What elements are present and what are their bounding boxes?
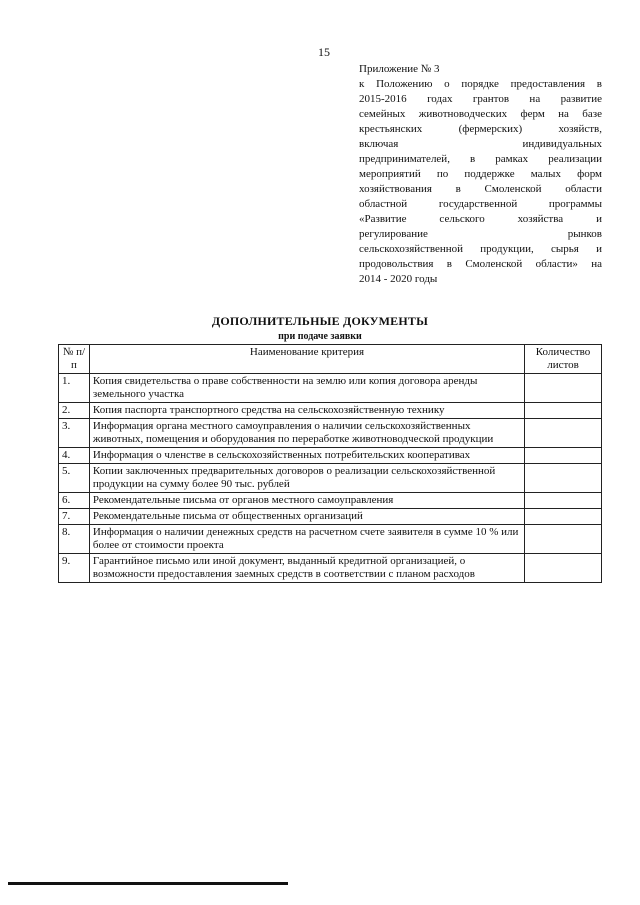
row-name: Рекомендательные письма от органов местного самоуправления: [89, 493, 524, 509]
annex-text: [359, 77, 602, 287]
table-row: [59, 554, 602, 583]
row-num: 8.: [59, 525, 90, 554]
row-count: [525, 525, 602, 554]
row-num: 6.: [59, 493, 90, 509]
row-count: [525, 448, 602, 464]
row-num: 3.: [59, 419, 90, 448]
row-num: 1.: [59, 374, 90, 403]
header-name: Наименование критерия: [89, 345, 524, 374]
annex-line: к Положению о порядке предоставления в: [359, 78, 602, 90]
header-num: № п/п: [59, 345, 90, 374]
row-count: [525, 493, 602, 509]
annex-line: сельскохозяйственной продукции, сырья и: [359, 243, 602, 255]
annex-title: Приложение № 3: [359, 63, 440, 75]
row-num: 5.: [59, 464, 90, 493]
document-heading: ДОПОЛНИТЕЛЬНЫЕ ДОКУМЕНТЫ: [211, 314, 429, 328]
row-num: 7.: [59, 509, 90, 525]
row-count: [525, 509, 602, 525]
documents-table: [58, 344, 602, 583]
table-row: [59, 419, 602, 448]
row-count: [525, 464, 602, 493]
table-row: [59, 448, 602, 464]
table-row: [59, 374, 602, 403]
table-header-row: [59, 345, 602, 374]
document-subheading: при подаче заявки: [278, 331, 362, 342]
annex-line: регулирование рынков: [359, 228, 602, 240]
row-num: 9.: [59, 554, 90, 583]
header-count: Количество листов: [525, 345, 602, 374]
row-count: [525, 403, 602, 419]
annex-line: предпринимателей, в рамках реализации: [359, 153, 602, 165]
table-row: [59, 464, 602, 493]
annex-line: мероприятий по поддержке малых форм: [359, 168, 602, 180]
table-row: [59, 509, 602, 525]
row-name: Информация о членстве в сельскохозяйственных потребительских кооперативах: [89, 448, 524, 464]
annex-line: продовольствия в Смоленской области» на: [359, 258, 602, 270]
annex-line: крестьянских (фермерских) хозяйств,: [359, 123, 602, 135]
table-row: [59, 403, 602, 419]
row-name: Информация органа местного самоуправления о наличии сельскохозяйственных животных, помещения и оборудования по переработке животноводческой продукции: [89, 419, 524, 448]
annex-line: хозяйствования в Смоленской области: [359, 183, 602, 195]
row-name: Копии заключенных предварительных договоров о реализации сельскохозяйственной продукции на сумму более 90 тыс. рублей: [89, 464, 524, 493]
row-count: [525, 419, 602, 448]
row-num: 2.: [59, 403, 90, 419]
annex-line: «Развитие сельского хозяйства и: [359, 213, 602, 225]
page-number: 15: [318, 45, 330, 59]
row-name: Копия паспорта транспортного средства на сельскохозяйственную технику: [89, 403, 524, 419]
row-count: [525, 554, 602, 583]
row-num: 4.: [59, 448, 90, 464]
row-name: Гарантийное письмо или иной документ, выданный кредитной организацией, о возможности предоставления заемных средств в соответствии с планом расходов: [89, 554, 524, 583]
table-row: [59, 493, 602, 509]
annex-line: 2015-2016 годах грантов на развитие: [359, 93, 602, 105]
footer-rule: [8, 882, 288, 885]
row-count: [525, 374, 602, 403]
annex-line: включая индивидуальных: [359, 138, 602, 150]
annex-block: [359, 62, 602, 287]
row-name: Рекомендательные письма от общественных организаций: [89, 509, 524, 525]
annex-line: семейных животноводческих ферм на базе: [359, 108, 602, 120]
table-row: [59, 525, 602, 554]
row-name: Информация о наличии денежных средств на расчетном счете заявителя в сумме 10 % или более от стоимости проекта: [89, 525, 524, 554]
annex-line: 2014 - 2020 годы: [359, 273, 438, 285]
annex-line: областной государственной программы: [359, 198, 602, 210]
row-name: Копия свидетельства о праве собственности на землю или копия договора аренды земельного участка: [89, 374, 524, 403]
